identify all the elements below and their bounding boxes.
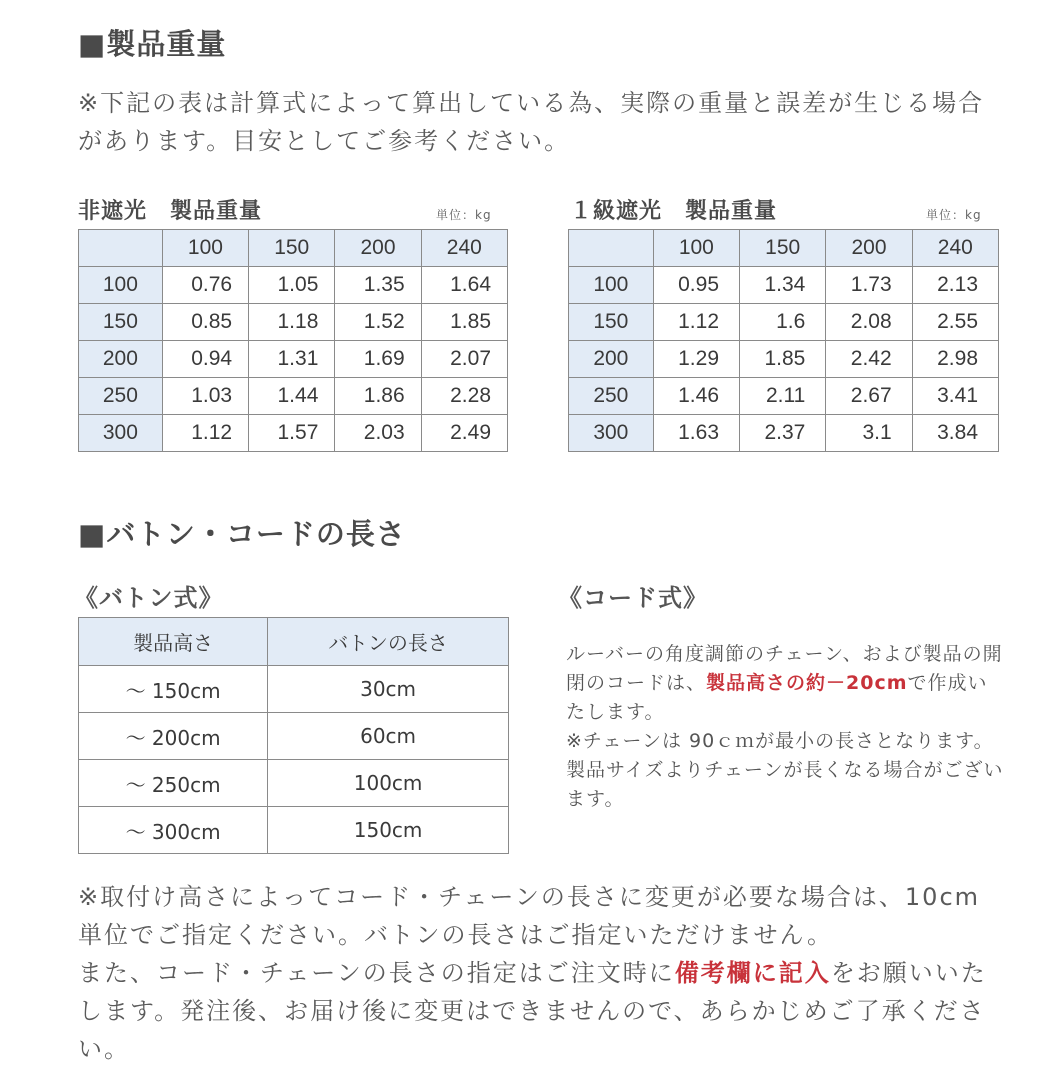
table-column-header: 150 — [740, 230, 826, 267]
table-row — [79, 415, 508, 452]
table-row-header: 150 — [79, 304, 163, 341]
table-cell: 2.49 — [421, 415, 507, 452]
table-row-header: 300 — [79, 415, 163, 452]
table-cell: 3.84 — [912, 415, 998, 452]
weight-section-note: ※下記の表は計算式によって算出している為、実際の重量と誤差が生じる場合があります。目安としてご参考ください。 — [78, 89, 985, 155]
table-cell: 3.41 — [912, 378, 998, 415]
footer-line-2a: また、コード・チェーンの長さの指定はご注文時に — [78, 959, 675, 987]
table-row-header: 300 — [569, 415, 654, 452]
table-cell: 0.95 — [653, 267, 739, 304]
table-cell: 1.29 — [653, 341, 739, 378]
product-height-cell: ～ 250cm — [79, 760, 268, 807]
table-cell: 2.67 — [826, 378, 912, 415]
baton-length-cell: 60cm — [268, 713, 509, 760]
table-cell: 2.07 — [421, 341, 507, 378]
table-cell: 1.63 — [653, 415, 739, 452]
table-cell: 1.6 — [740, 304, 826, 341]
table-cell: 0.94 — [162, 341, 248, 378]
table-row — [569, 267, 999, 304]
table-cell: 2.42 — [826, 341, 912, 378]
baton-title: 《バトン式》 — [74, 584, 224, 612]
table-column-header: 240 — [912, 230, 998, 267]
table-row — [569, 415, 999, 452]
blackout-unit: 単位：kg — [926, 208, 982, 222]
table-cell: 2.28 — [421, 378, 507, 415]
table-cell: 3.1 — [826, 415, 912, 452]
table-cell: 1.12 — [162, 415, 248, 452]
cord-title: 《コード式》 — [558, 584, 708, 612]
table-cell: 2.37 — [740, 415, 826, 452]
product-height-cell: ～ 200cm — [79, 713, 268, 760]
table-column-header: バトンの長さ — [268, 618, 509, 666]
footer-line-2-highlight: 備考欄に記入 — [674, 959, 831, 987]
table-row — [79, 760, 509, 807]
table-cell: 1.44 — [249, 378, 335, 415]
cord-text-1: ルーバーの角度調節のチェーン、および製品の開閉のコードは、 — [566, 643, 1003, 694]
table-cell: 1.64 — [421, 267, 507, 304]
table-cell: 0.76 — [162, 267, 248, 304]
table-row — [79, 666, 509, 713]
product-height-cell: ～ 150cm — [79, 666, 268, 713]
table-row-header: 100 — [569, 267, 654, 304]
cord-text-highlight: 製品高さの約－20cm — [706, 672, 908, 694]
cord-description — [566, 640, 1004, 814]
table-cell: 1.05 — [249, 267, 335, 304]
table-row — [79, 713, 509, 760]
table-row — [79, 807, 509, 854]
cord-text-3: ※チェーンは 90ｃｍが最小の長さとなります。製品サイズよりチェーンが長くなる場合がございます。 — [566, 730, 1004, 810]
footer-notes — [78, 878, 1008, 1068]
table-cell: 1.52 — [335, 304, 421, 341]
table-row — [569, 304, 999, 341]
nonblackout-table-title: 非遮光 製品重量 — [78, 199, 263, 224]
table-corner-cell — [569, 230, 654, 267]
table-column-header: 200 — [335, 230, 421, 267]
table-row — [569, 378, 999, 415]
table-column-header: 100 — [162, 230, 248, 267]
product-height-cell: ～ 300cm — [79, 807, 268, 854]
table-header-row — [79, 230, 508, 267]
table-column-header: 150 — [249, 230, 335, 267]
blackout-weight-table — [568, 229, 999, 452]
table-cell: 1.31 — [249, 341, 335, 378]
table-cell: 1.03 — [162, 378, 248, 415]
table-cell: 2.55 — [912, 304, 998, 341]
table-row — [79, 267, 508, 304]
table-cell: 1.46 — [653, 378, 739, 415]
table-row — [569, 341, 999, 378]
table-cell: 1.86 — [335, 378, 421, 415]
baton-length-cell: 30cm — [268, 666, 509, 713]
table-row-header: 150 — [569, 304, 654, 341]
table-cell: 2.13 — [912, 267, 998, 304]
table-column-header: 240 — [421, 230, 507, 267]
table-row-header: 100 — [79, 267, 163, 304]
table-cell: 1.12 — [653, 304, 739, 341]
table-column-header: 100 — [653, 230, 739, 267]
footer-line-2b: をお願いいたします。発注後、お届け後に変更はできませんので、あらかじめご了承ください。 — [78, 959, 987, 1063]
table-header-row — [569, 230, 999, 267]
table-row-header: 250 — [79, 378, 163, 415]
cord-text-2: で作成いたします。 — [566, 672, 988, 723]
table-column-header: 製品高さ — [79, 618, 268, 666]
table-cell: 1.18 — [249, 304, 335, 341]
table-cell: 1.57 — [249, 415, 335, 452]
length-section-title: ■バトン・コードの長さ — [78, 517, 406, 551]
table-cell: 1.85 — [421, 304, 507, 341]
table-cell: 2.98 — [912, 341, 998, 378]
table-header-row — [79, 618, 509, 666]
table-cell: 1.69 — [335, 341, 421, 378]
baton-length-table — [78, 617, 509, 854]
table-cell: 0.85 — [162, 304, 248, 341]
baton-length-cell: 150cm — [268, 807, 509, 854]
table-row — [79, 378, 508, 415]
footer-line-1: ※取付け高さによってコード・チェーンの長さに変更が必要な場合は、10cm 単位でご指定ください。バトンの長さはご指定いただけません。 — [78, 883, 981, 949]
table-row-header: 200 — [79, 341, 163, 378]
table-cell: 1.73 — [826, 267, 912, 304]
blackout-table-title: １級遮光 製品重量 — [570, 199, 778, 224]
table-row-header: 200 — [569, 341, 654, 378]
nonblackout-weight-table — [78, 229, 508, 452]
table-row — [79, 304, 508, 341]
table-cell: 1.85 — [740, 341, 826, 378]
table-cell: 2.03 — [335, 415, 421, 452]
table-column-header: 200 — [826, 230, 912, 267]
table-cell: 1.34 — [740, 267, 826, 304]
table-corner-cell — [79, 230, 163, 267]
table-row — [79, 341, 508, 378]
baton-length-cell: 100cm — [268, 760, 509, 807]
weight-section-title: ■製品重量 — [78, 27, 227, 61]
table-cell: 2.11 — [740, 378, 826, 415]
table-row-header: 250 — [569, 378, 654, 415]
table-cell: 1.35 — [335, 267, 421, 304]
nonblackout-unit: 単位：kg — [436, 208, 492, 222]
table-cell: 2.08 — [826, 304, 912, 341]
